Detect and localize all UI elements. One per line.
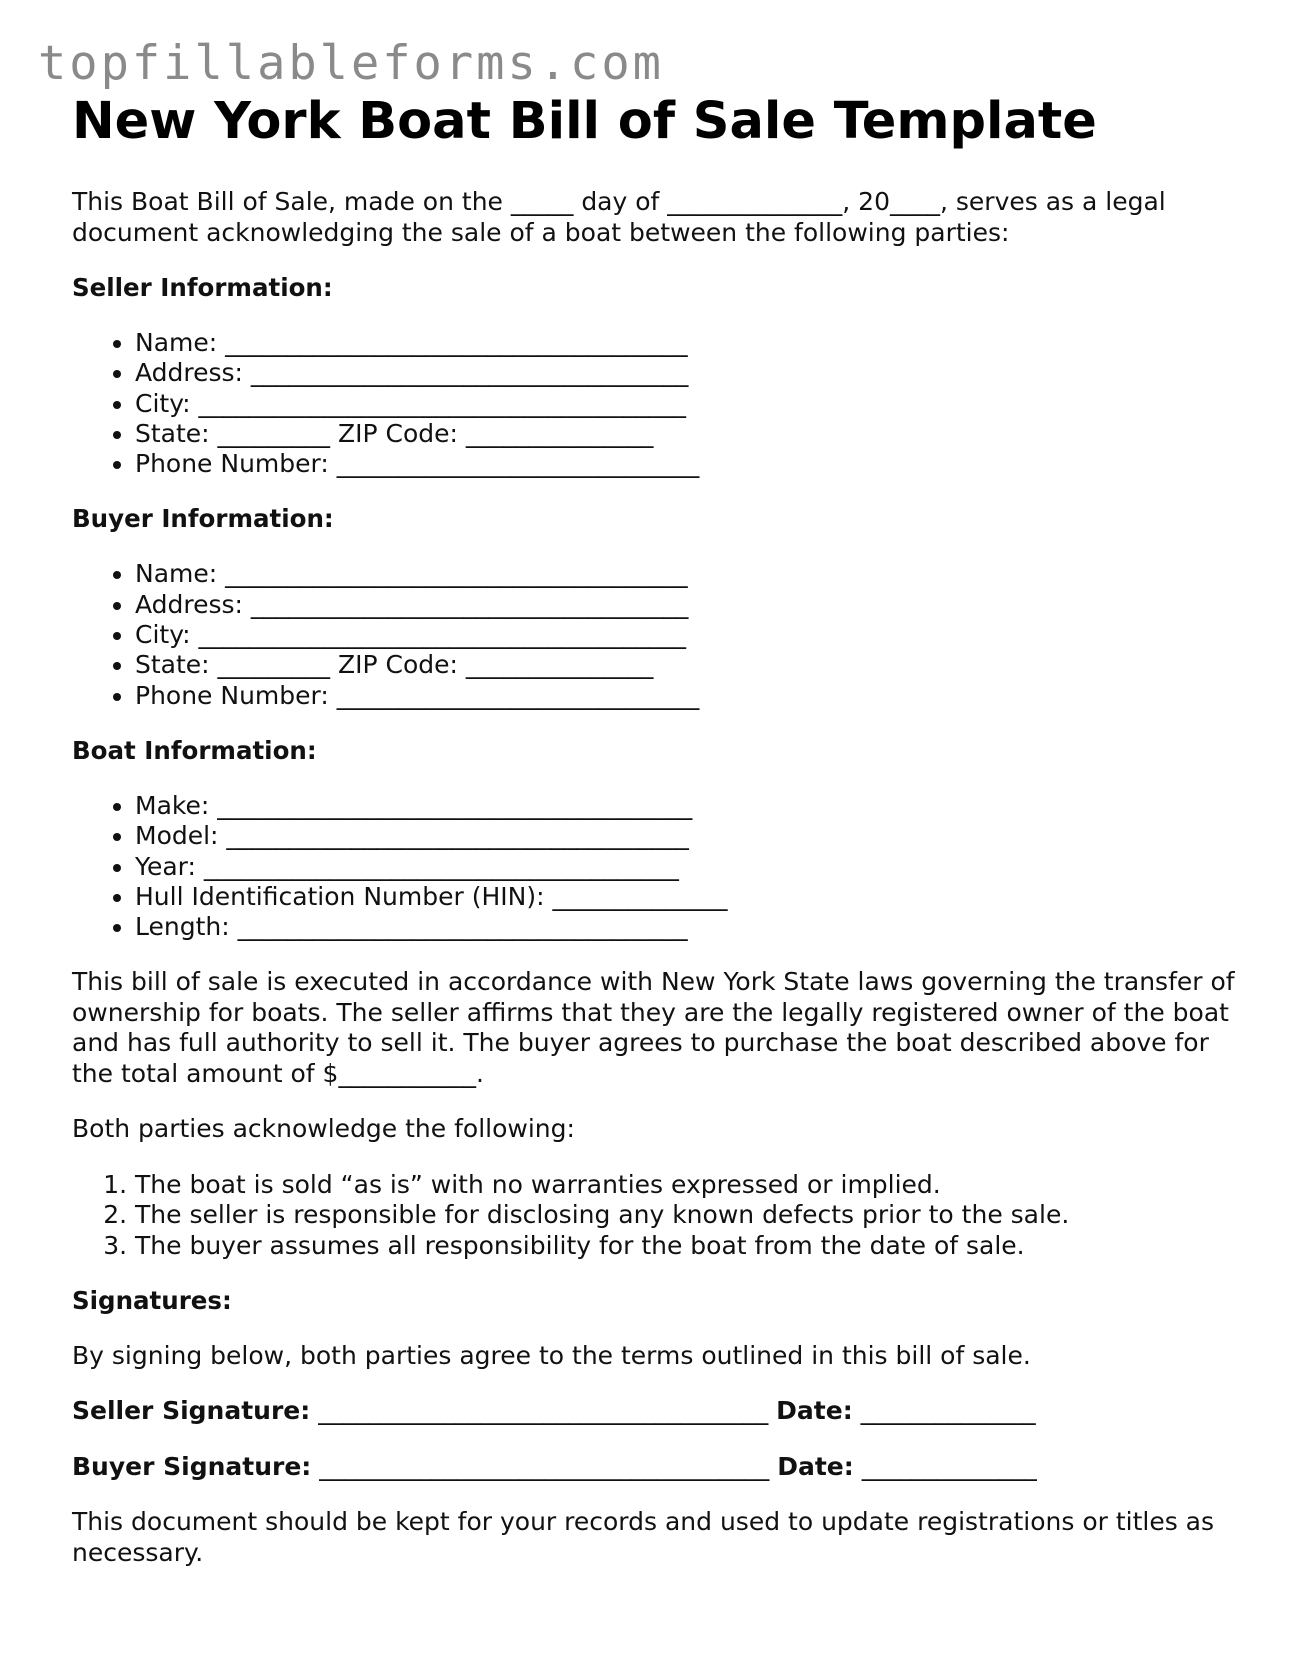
- buyer-city-field: • City: _______________________________________: [135, 620, 1252, 650]
- buyer-state-zip-field: • State: _________ ZIP Code: _______________: [135, 650, 1252, 680]
- boat-length-field: • Length: ____________________________________: [135, 912, 1252, 942]
- watermark-logo: topfillableforms.com: [38, 36, 664, 91]
- acknowledgement-item: 1. The boat is sold “as is” with no warranties expressed or implied.: [135, 1170, 1252, 1200]
- boat-hin-field: • Hull Identification Number (HIN): ______________: [135, 882, 1252, 912]
- seller-phone-field: • Phone Number: _____________________________: [135, 449, 1252, 479]
- acknowledgement-list: [72, 1170, 1252, 1261]
- signatures-statement: By signing below, both parties agree to the terms outlined in this bill of sale.: [72, 1340, 1031, 1370]
- boat-model-field: • Model: _____________________________________: [135, 821, 1252, 851]
- buyer-phone-field: • Phone Number: _____________________________: [135, 681, 1252, 711]
- seller-signature-line: [72, 1396, 1252, 1427]
- seller-date-blank: ______________: [860, 1396, 1036, 1426]
- acknowledgement-item: 2. The seller is responsible for disclosing any known defects prior to the sale.: [135, 1200, 1252, 1230]
- buyer-section-heading: Buyer Information:: [72, 504, 334, 534]
- seller-city-field: • City: _______________________________________: [135, 389, 1252, 419]
- boat-section-heading: Boat Information:: [72, 735, 317, 765]
- seller-signature-blank: ____________________________________: [318, 1396, 769, 1426]
- buyer-signature-blank: ____________________________________: [319, 1451, 770, 1481]
- boat-year-field: • Year: ______________________________________: [135, 852, 1252, 882]
- document-body: [72, 92, 1252, 1568]
- seller-state-zip-field: • State: _________ ZIP Code: _______________: [135, 419, 1252, 449]
- seller-section-heading: Seller Information:: [72, 273, 333, 302]
- seller-signature-label: Seller Signature:: [72, 1396, 311, 1426]
- buyer-name-field: • Name: _____________________________________: [135, 559, 1252, 589]
- seller-info-list: [72, 328, 1252, 479]
- seller-date-label: Date:: [776, 1396, 853, 1426]
- buyer-signature-label: Buyer Signature:: [72, 1451, 312, 1481]
- boat-make-field: • Make: ______________________________________: [135, 791, 1252, 821]
- terms-paragraph: This bill of sale is executed in accordance with New York State laws governing the transfer of ownership for boats. The seller affirms that they are the legally registered owner of the boat and has full authority to sell it. The buyer agrees to purchase the boat described above for the total amount of $___________.: [72, 967, 1235, 1088]
- buyer-signature-line: [72, 1452, 1252, 1483]
- closing-paragraph: This document should be kept for your records and used to update registrations or titles as necessary.: [72, 1507, 1215, 1567]
- acknowledgement-item: 3. The buyer assumes all responsibility for the boat from the date of sale.: [135, 1231, 1252, 1261]
- page-title: New York Boat Bill of Sale Template: [72, 92, 1097, 151]
- intro-paragraph: This Boat Bill of Sale, made on the _____ day of ______________, 20____, serves as a legal document acknowledging the sale of a boat between the following parties:: [72, 187, 1166, 247]
- signatures-heading: Signatures:: [72, 1285, 232, 1315]
- buyer-info-list: [72, 559, 1252, 710]
- seller-address-field: • Address: ___________________________________: [135, 358, 1252, 388]
- boat-info-list: [72, 791, 1252, 942]
- seller-name-field: • Name: _____________________________________: [135, 328, 1252, 358]
- buyer-address-field: • Address: ___________________________________: [135, 590, 1252, 620]
- buyer-date-label: Date:: [777, 1451, 854, 1481]
- buyer-date-blank: ______________: [861, 1451, 1037, 1481]
- acknowledge-intro: Both parties acknowledge the following:: [72, 1114, 575, 1144]
